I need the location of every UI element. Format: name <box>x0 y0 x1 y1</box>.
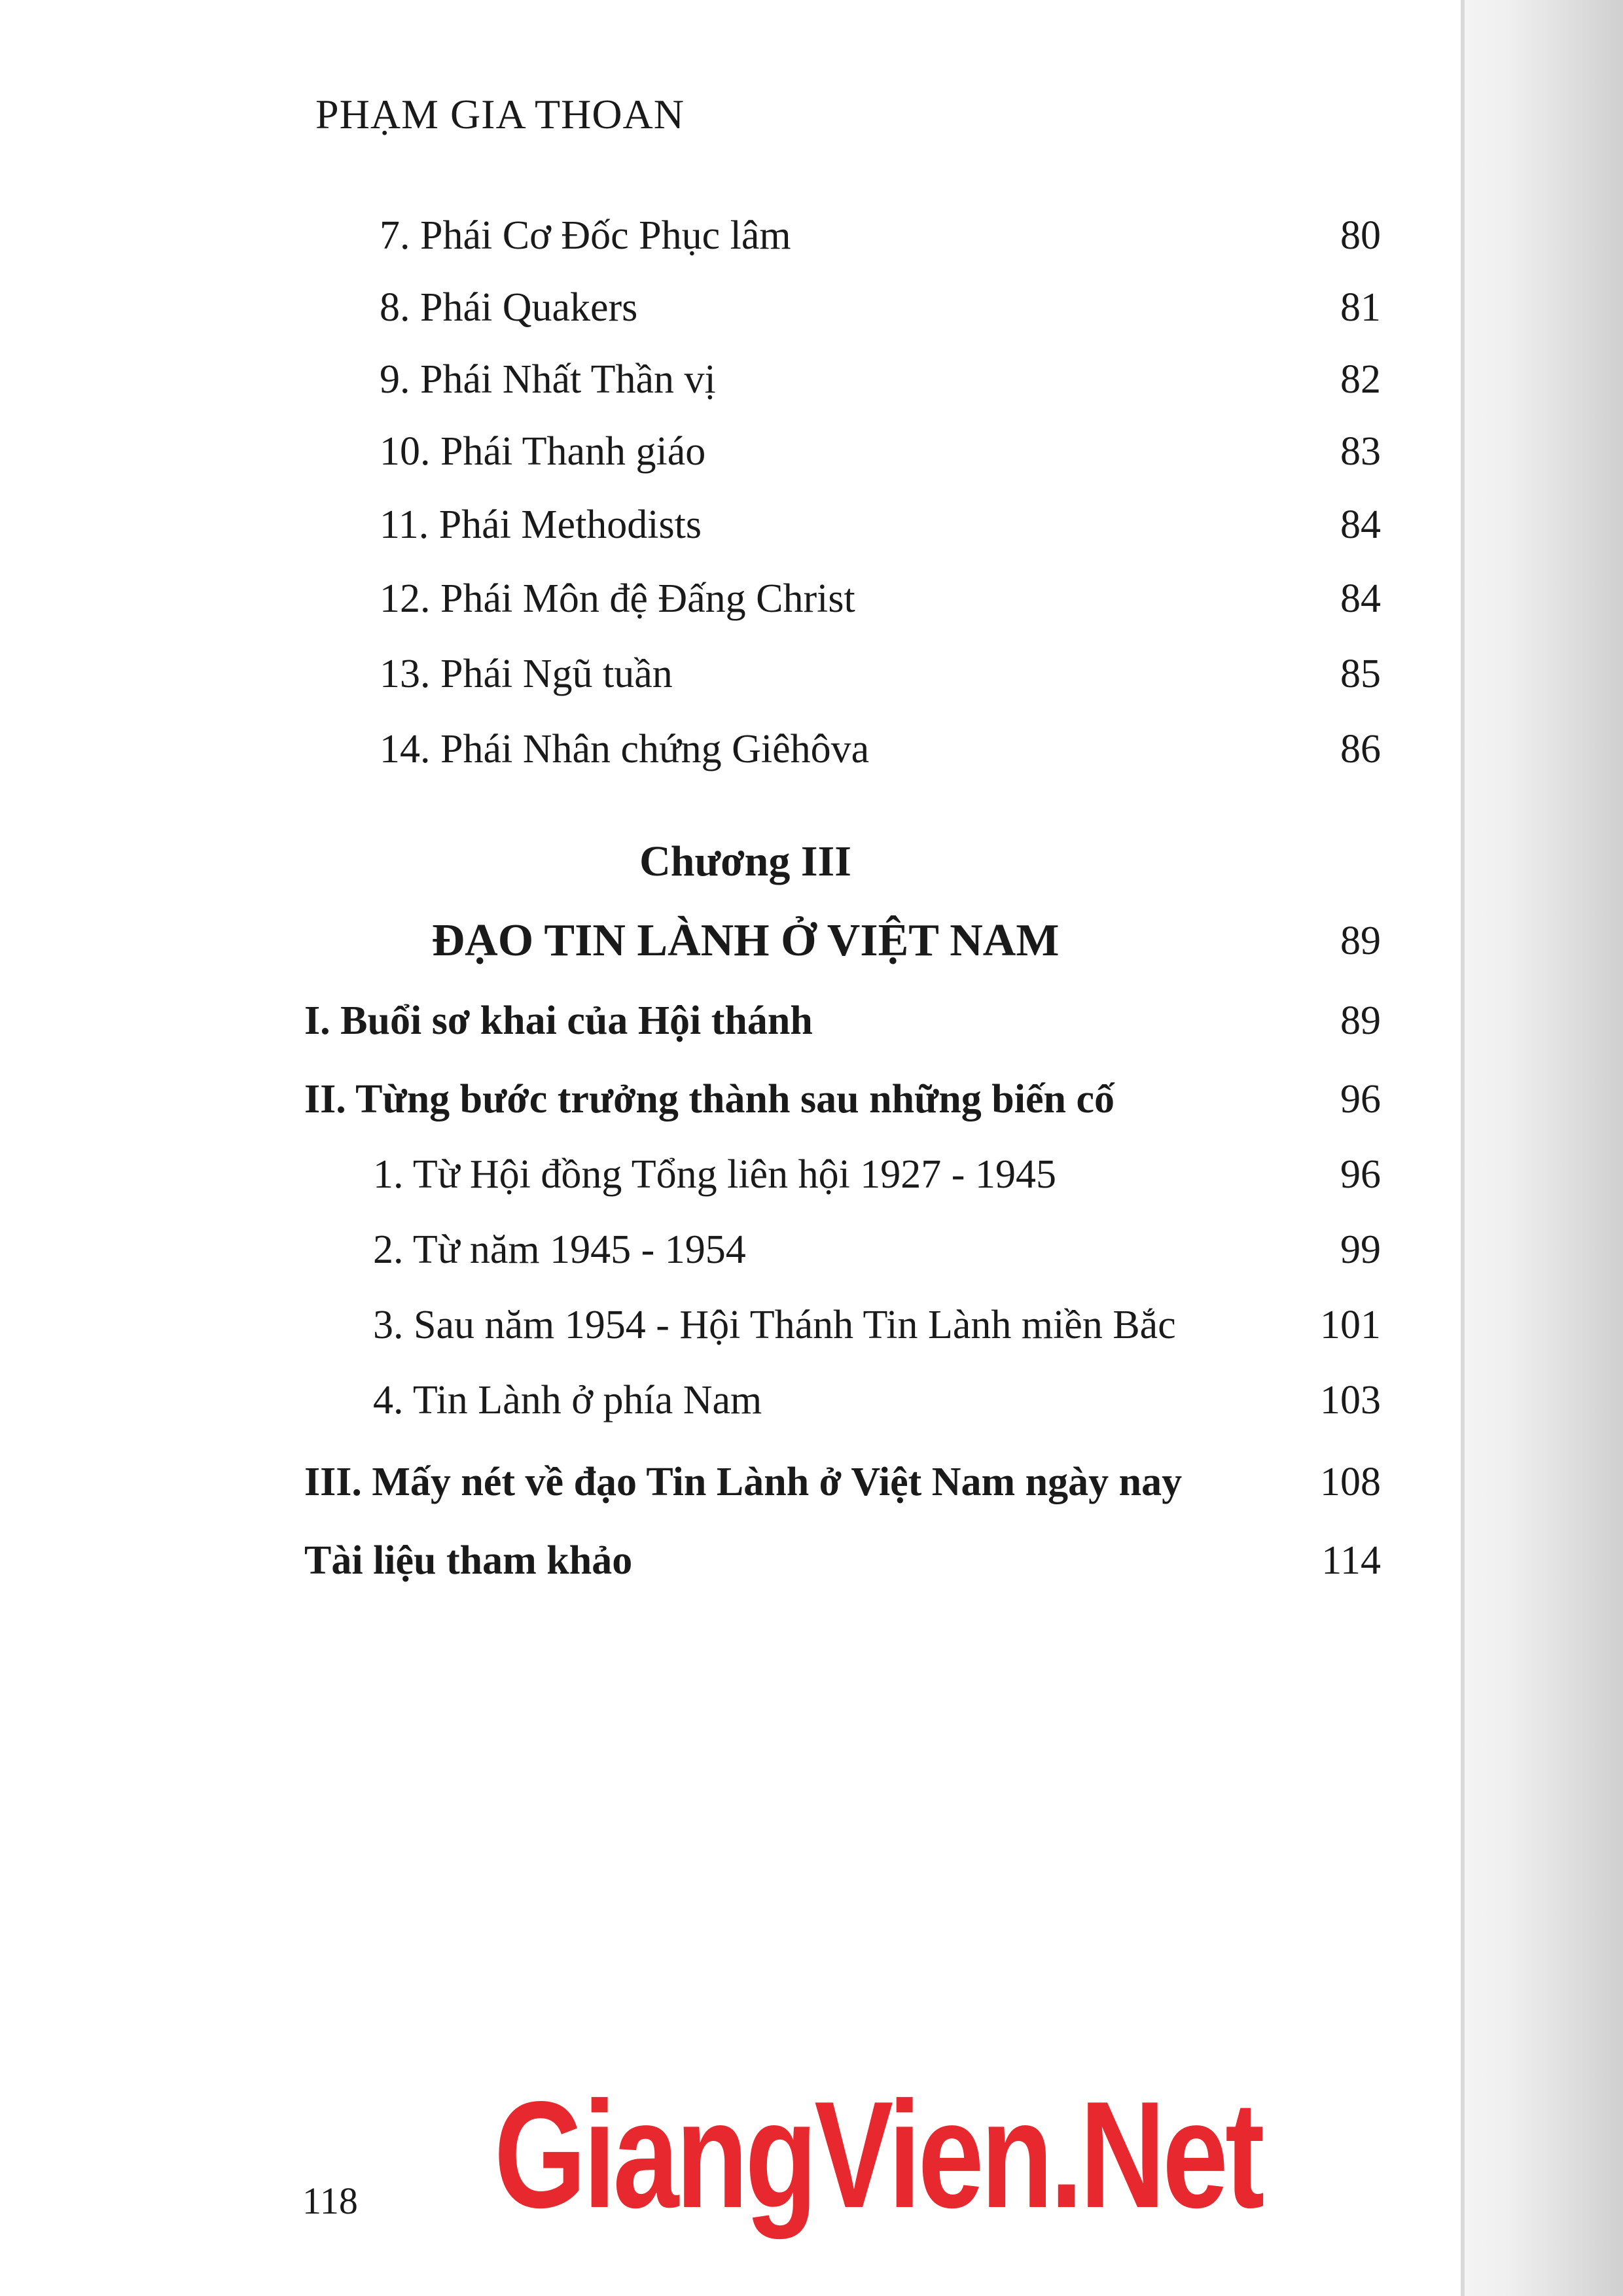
toc-entry <box>0 569 1381 628</box>
chapter-number: Chương III <box>639 838 851 885</box>
toc-subsection-page: 103 <box>1320 1378 1381 1422</box>
toc-references-label: Tài liệu tham khảo <box>304 1538 633 1583</box>
toc-subsection <box>0 1296 1381 1354</box>
toc-section-label: III. Mấy nét về đạo Tin Lành ở Việt Nam ngày nay <box>304 1460 1183 1504</box>
toc-entry <box>0 495 1381 554</box>
toc-entry <box>0 350 1381 409</box>
toc-entry-label: 7. Phái Cơ Đốc Phục lâm <box>380 213 791 258</box>
toc-subsection-label: 4. Tin Lành ở phía Nam <box>373 1378 762 1422</box>
toc-entry <box>0 206 1381 265</box>
toc-entry-label: 11. Phái Methodists <box>380 503 702 547</box>
toc-entry <box>0 422 1381 481</box>
toc-entry <box>0 645 1381 703</box>
toc-references <box>0 1531 1381 1590</box>
toc-entry-page: 82 <box>1340 357 1381 402</box>
toc-entry-label: 12. Phái Môn đệ Đấng Christ <box>380 576 855 621</box>
toc-subsection <box>0 1145 1381 1204</box>
toc-references-page: 114 <box>1321 1538 1381 1583</box>
toc-entry-label: 10. Phái Thanh giáo <box>380 429 706 474</box>
toc-entry <box>0 278 1381 337</box>
toc-section <box>0 1453 1381 1511</box>
toc-subsection-page: 101 <box>1320 1303 1381 1347</box>
toc-entry-page: 86 <box>1340 727 1381 771</box>
toc-section <box>0 991 1381 1050</box>
toc-subsection-page: 99 <box>1340 1227 1381 1272</box>
chapter-title: ĐẠO TIN LÀNH Ở VIỆT NAM <box>431 915 1060 966</box>
toc-entry-page: 80 <box>1340 213 1381 258</box>
chapter-page: 89 <box>1340 919 1381 963</box>
toc-entry-page: 83 <box>1340 429 1381 474</box>
chapter-heading <box>0 908 1381 974</box>
toc-section-label: I. Buổi sơ khai của Hội thánh <box>304 998 813 1043</box>
toc-entry <box>0 720 1381 779</box>
toc-entry-label: 8. Phái Quakers <box>380 285 638 330</box>
toc-entry-page: 84 <box>1340 576 1381 621</box>
toc-subsection <box>0 1371 1381 1430</box>
toc-section-page: 89 <box>1340 998 1381 1043</box>
toc-subsection-label: 1. Từ Hội đồng Tổng liên hội 1927 - 1945 <box>373 1152 1056 1197</box>
toc-subsection-page: 96 <box>1340 1152 1381 1197</box>
toc-entry-label: 9. Phái Nhất Thần vị <box>380 357 716 402</box>
running-header-author: PHẠM GIA THOAN <box>315 91 685 137</box>
page-edge-shadow <box>1461 0 1623 2296</box>
toc-section-page: 96 <box>1340 1077 1381 1122</box>
toc-subsection <box>0 1220 1381 1279</box>
toc-subsection-label: 3. Sau năm 1954 - Hội Thánh Tin Lành miền Bắc <box>373 1303 1176 1347</box>
toc-entry-page: 81 <box>1340 285 1381 330</box>
toc-entry-label: 13. Phái Ngũ tuần <box>380 652 673 696</box>
toc-section <box>0 1070 1381 1129</box>
watermark-logo: GiangVien.Net <box>494 2070 1262 2240</box>
toc-section-page: 108 <box>1320 1460 1381 1504</box>
toc-section-label: II. Từng bước trưởng thành sau những biến cố <box>304 1077 1115 1122</box>
toc-entry-label: 14. Phái Nhân chứng Giêhôva <box>380 727 870 771</box>
toc-entry-page: 85 <box>1340 652 1381 696</box>
page-number: 118 <box>302 2180 358 2222</box>
toc-subsection-label: 2. Từ năm 1945 - 1954 <box>373 1227 746 1272</box>
toc-entry-page: 84 <box>1340 503 1381 547</box>
